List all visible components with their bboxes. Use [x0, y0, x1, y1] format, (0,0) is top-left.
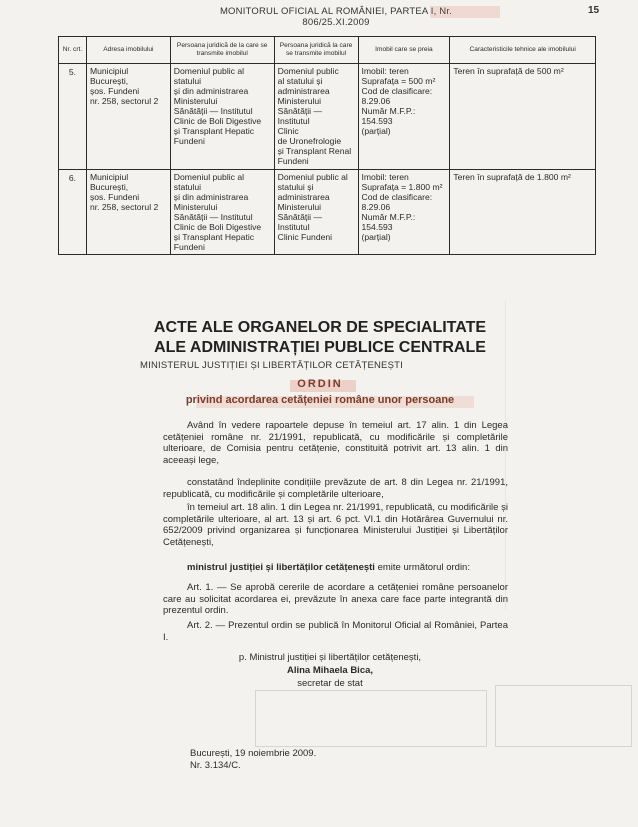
cell-adresa — [86, 64, 170, 170]
section-title — [120, 318, 520, 358]
cell-line: (parțial) — [361, 126, 391, 136]
red-stamp-mark — [430, 6, 500, 18]
cell-line: șos. Fundeni — [89, 192, 140, 202]
cell-line: Teren în suprafață de 500 m² — [453, 66, 564, 76]
table-header-row — [59, 37, 596, 64]
signature-name: Alina Mihaela Bica, — [286, 665, 374, 676]
table-row — [59, 64, 596, 170]
cell-line: Sănătății — Institutul — [173, 212, 253, 222]
cell-de-la — [170, 64, 274, 170]
cell-line: administrarea — [277, 192, 330, 202]
cell-line: (parțial) — [361, 232, 391, 242]
cell-caracteristici — [450, 64, 596, 170]
paragraph-preamble-2: constatând îndeplinite condițiile prevăzute de art. 8 din Legea nr. 21/1991, republicată, cu modificările și completările ulterioare, — [163, 477, 508, 500]
cell-line: Suprafața = 500 m² — [361, 76, 436, 86]
place-date: București, 19 noiembrie 2009. — [190, 748, 317, 759]
cell-imobil — [358, 170, 450, 255]
table-row — [59, 170, 596, 255]
header-imobil: Imobil care se preia — [358, 37, 450, 64]
cell-line: Sănătății — Institutul — [277, 212, 323, 232]
cell-line: Clinic Fundeni — [277, 232, 333, 242]
cell-line: statului și — [277, 182, 314, 192]
cell-imobil — [358, 64, 450, 170]
cell-nr: 6. — [59, 170, 87, 255]
cell-line: administrarea — [277, 86, 330, 96]
cell-line: și Transplant Hepatic — [173, 126, 255, 136]
cell-line: Imobil: teren — [361, 66, 409, 76]
paragraph-issuer — [163, 562, 508, 574]
cell-line: Număr M.F.P.: 154.593 — [361, 106, 416, 126]
cell-line: Domeniul public — [277, 66, 339, 76]
cell-line: Teren în suprafață de 1.800 m² — [453, 172, 571, 182]
cell-line: Suprafața = 1.800 m² — [361, 182, 443, 192]
order-title: ORDIN — [297, 378, 343, 390]
section-title-line2: ALE ADMINISTRAȚIEI PUBLICE CENTRALE — [154, 339, 486, 356]
bleed-through-box — [495, 685, 632, 747]
article-1: Art. 1. — Se aprobă cererile de acordare a cetățeniei române persoanelor care au solicitat acordarea ei, prevăzute în anexa care face parte integrantă din prezentul ordin. — [163, 582, 508, 616]
cell-line: Fundeni — [277, 156, 309, 166]
cell-line: și Transplant Hepatic — [173, 232, 255, 242]
paragraph-preamble-3: în temeiul art. 18 alin. 1 din Legea nr. 21/1991, republicată, cu modificările și completările ulterioare, al art. 13 și art. 6 pct. VI.1 din Hotărârea Guvernului nr. 652/2009 privind organizarea și funcționarea Ministerului Justiției și Libertăților Cetățenești, — [163, 502, 508, 548]
cell-caracteristici — [450, 170, 596, 255]
cell-la — [274, 64, 358, 170]
cell-line: nr. 258, sectorul 2 — [89, 202, 159, 212]
cell-adresa — [86, 170, 170, 255]
property-table — [58, 36, 596, 255]
cell-line: Ministerului — [173, 202, 218, 212]
cell-line: Ministerului — [277, 202, 322, 212]
cell-line: Domeniul public al — [277, 172, 348, 182]
header-la: Persoana juridică la care se transmite imobilul — [274, 37, 358, 64]
signature-title: p. Ministrul justiției și libertăților cetățenești, — [238, 652, 422, 663]
cell-line: Municipiul București, — [89, 66, 129, 86]
cell-line: Cod de clasificare: — [361, 192, 433, 202]
cell-line: Sănătății — Institutul — [173, 106, 253, 116]
cell-line: Imobil: teren — [361, 172, 409, 182]
cell-line: Clinic — [277, 126, 299, 136]
cell-line: și din administrarea — [173, 86, 249, 96]
header-de-la: Persoana juridică de la care se transmite imobilul — [170, 37, 274, 64]
cell-line: și Transplant Renal — [277, 146, 352, 156]
cell-line: Clinic de Boli Digestive — [173, 222, 262, 232]
issuer-rest: emite următorul ordin: — [374, 562, 470, 573]
cell-line: Municipiul București, — [89, 172, 129, 192]
page-number: 15 — [588, 5, 600, 16]
cell-line: 8.29.06 — [361, 202, 391, 212]
header-nr: Nr. crt. — [59, 37, 87, 64]
cell-line: Domeniul public al statului — [173, 66, 245, 86]
cell-de-la — [170, 170, 274, 255]
header-caracteristici: Caracteristicile tehnice ale imobilului — [450, 37, 596, 64]
cell-line: Clinic de Boli Digestive — [173, 116, 262, 126]
cell-line: al statului și — [277, 76, 323, 86]
cell-line: Ministerului — [277, 96, 322, 106]
cell-line: 8.29.06 — [361, 96, 391, 106]
issuer-bold: ministrul justiției și libertăților cetățenești — [187, 562, 375, 573]
cell-la — [274, 170, 358, 255]
cell-line: Fundeni — [173, 136, 205, 146]
cell-line: Sănătății — Institutul — [277, 106, 323, 126]
section-title-line1: ACTE ALE ORGANELOR DE SPECIALITATE — [153, 319, 487, 336]
cell-line: șos. Fundeni — [89, 86, 140, 96]
bleed-through-column — [505, 300, 631, 610]
document-number: Nr. 3.134/C. — [190, 760, 241, 771]
running-header: MONITORUL OFICIAL AL ROMÂNIEI, PARTEA I, Nr. 806/25.XI.2009 — [219, 6, 453, 28]
paragraph-preamble-1: Având în vedere rapoartele depuse în temeiul art. 17 alin. 1 din Legea cetățeniei române nr. 21/1991, republicată, cu modificările și completările ulterioare, de Comisia pentru cetățenie, constituită potrivit art. 13 alin. 1 din aceeași lege, — [163, 420, 508, 466]
cell-line: de Uronefrologie — [277, 136, 342, 146]
cell-line: și din administrarea — [173, 192, 249, 202]
cell-line: Fundeni — [173, 242, 205, 252]
order-subtitle: privind acordarea cetățeniei române unor persoane — [185, 394, 455, 406]
cell-line: Domeniul public al statului — [173, 172, 245, 192]
cell-line: Număr M.F.P.: 154.593 — [361, 212, 416, 232]
cell-line: nr. 258, sectorul 2 — [89, 96, 159, 106]
cell-line: Ministerului — [173, 96, 218, 106]
signature-role: secretar de stat — [297, 678, 363, 689]
bleed-through-box-2 — [255, 690, 487, 747]
cell-nr: 5. — [59, 64, 87, 170]
header-adresa: Adresa imobilului — [86, 37, 170, 64]
ministry-name: MINISTERUL JUSTIȚIEI ȘI LIBERTĂȚILOR CETĂȚENEȘTI — [140, 360, 403, 371]
article-2: Art. 2. — Prezentul ordin se publică în Monitorul Oficial al României, Partea I. — [163, 620, 508, 643]
cell-line: Cod de clasificare: — [361, 86, 433, 96]
